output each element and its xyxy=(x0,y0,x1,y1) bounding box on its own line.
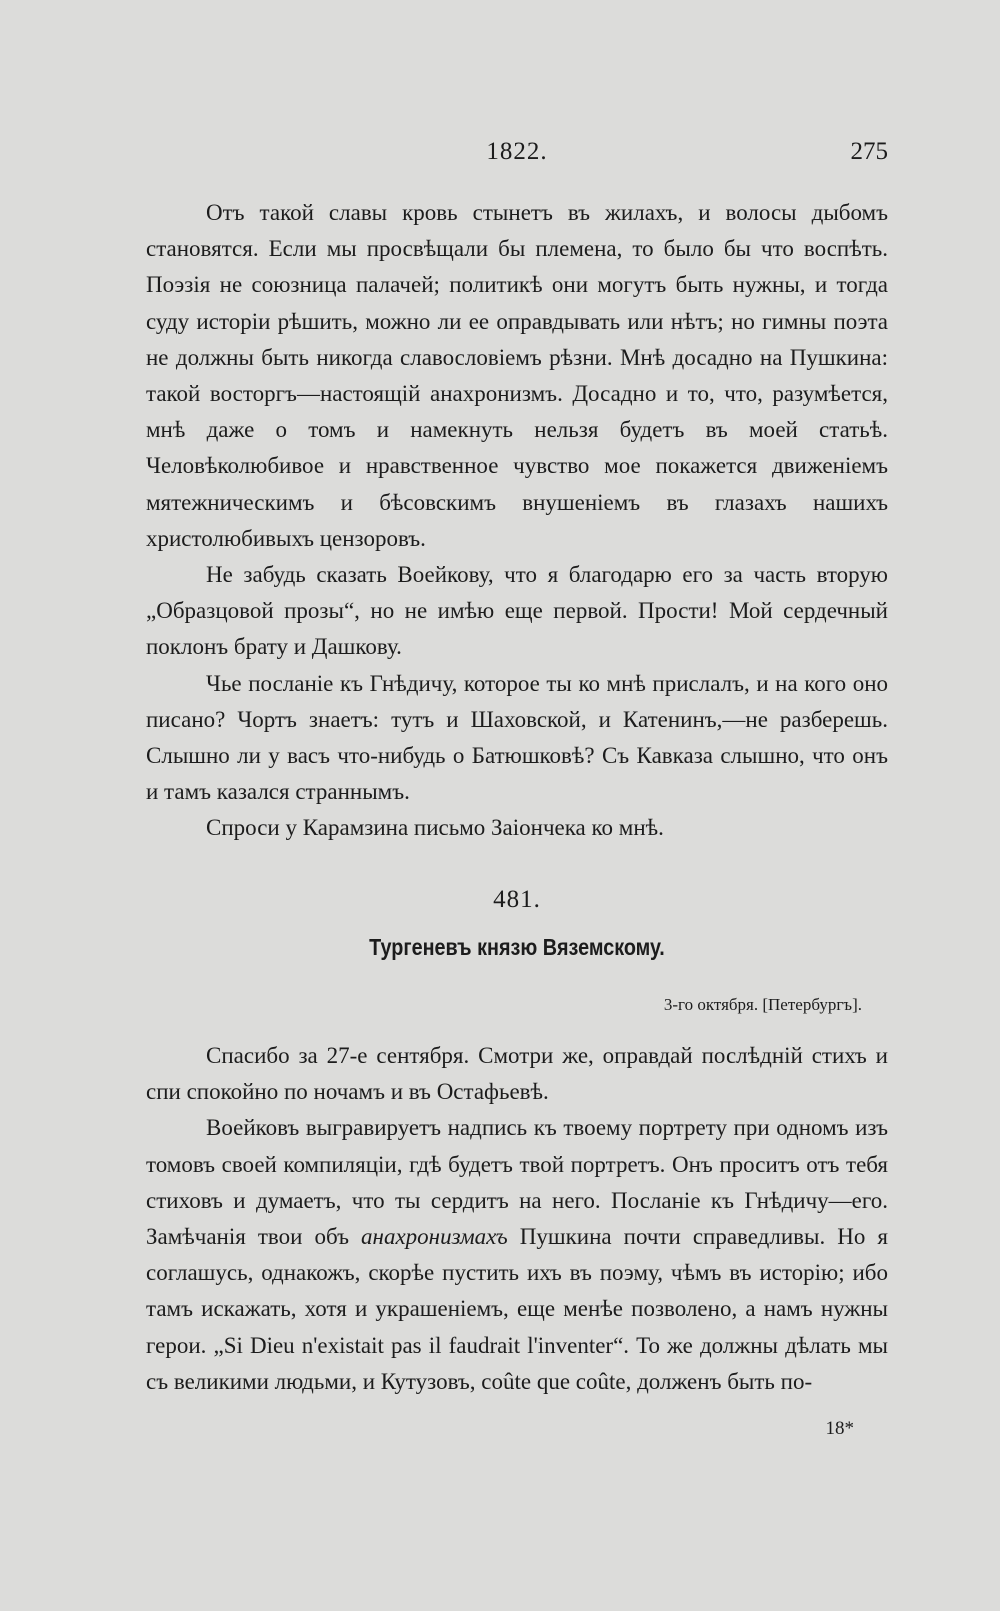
running-header xyxy=(146,138,888,178)
paragraph xyxy=(146,1110,888,1400)
letter-481-body xyxy=(146,1038,888,1400)
letter-number: 481. xyxy=(493,886,541,913)
signature-mark: 18* xyxy=(825,1418,854,1439)
letter-480-body xyxy=(146,195,888,847)
paragraph: Спроси у Карамзина письмо Заіончека ко мнѣ. xyxy=(206,815,664,841)
header-year: 1822. xyxy=(486,138,548,165)
italic-term: анахронизмахъ xyxy=(361,1224,508,1250)
page-number: 275 xyxy=(850,138,888,165)
paragraph: Не забудь сказать Воейкову, что я благодарю его за часть вторую „Образцовой прозы“, но не имѣю еще первой. Прости! Мой сердечный поклонъ брату и Дашкову. xyxy=(146,562,888,660)
paragraph-text: Пушкина почти справедливы. Но я соглашусь, однакожъ, скорѣе пустить ихъ въ поэму, чѣмъ въ исторію; ибо тамъ искажать, хотя и украшеніемъ, еще менѣе позволено, а намъ нужны герои. „Si Dieu n'existait pas il faudrait l'inventer“. То же должны дѣлать мы съ великими людьми, и Кутузовъ, coûte que coûte, долженъ быть по- xyxy=(146,1224,888,1394)
paragraph: Чье посланіе къ Гнѣдичу, которое ты ко мнѣ прислалъ, и на кого оно писано? Чортъ знаетъ: тутъ и Шаховской, и Катенинъ,—не разберешь. Слышно ли у васъ что-нибудь о Батюшковѣ? Съ Кавказа слышно, что онъ и тамъ казался страннымъ. xyxy=(146,670,888,805)
paragraph-text: Воейковъ выгравируетъ надпись къ твоему портрету при одномъ изъ томовъ своей компиляціи, гдѣ будетъ твой портретъ. Онъ проситъ отъ тебя стиховъ и думаетъ, что ты сердитъ на него. Посланіе къ Гнѣдичу—его. Замѣчанія твои объ xyxy=(146,1115,888,1250)
paragraph: Отъ такой славы кровь стынетъ въ жилахъ, и волосы дыбомъ становятся. Если мы просвѣщали бы племена, то было бы что воспѣть. Поэзія не союзница палачей; политикѣ они могутъ быть нужны, и тогда суду исторіи рѣшить, можно ли ее оправдывать или нѣтъ; но гимны поэта не должны быть никогда славословіемъ рѣзни. Мнѣ досадно на Пушкина: такой восторгъ—настоящій анахронизмъ. Досадно и то, что, разумѣется, мнѣ даже о томъ и намекнуть нельзя будетъ въ моей статьѣ. Человѣколюбивое и нравственное чувство мое покажется движеніемъ мятежническимъ и бѣсовскимъ внушеніемъ въ глазахъ нашихъ христолюбивыхъ цензоровъ. xyxy=(146,200,888,551)
letter-date: 3-го октября. [Петербургъ]. xyxy=(663,995,862,1014)
paragraph: Спасибо за 27-е сентября. Смотри же, оправдай послѣдній стихъ и спи спокойно по ночамъ и въ Остафьевѣ. xyxy=(146,1043,888,1105)
letter-title: Тургеневъ князю Вяземскому. xyxy=(369,934,665,960)
